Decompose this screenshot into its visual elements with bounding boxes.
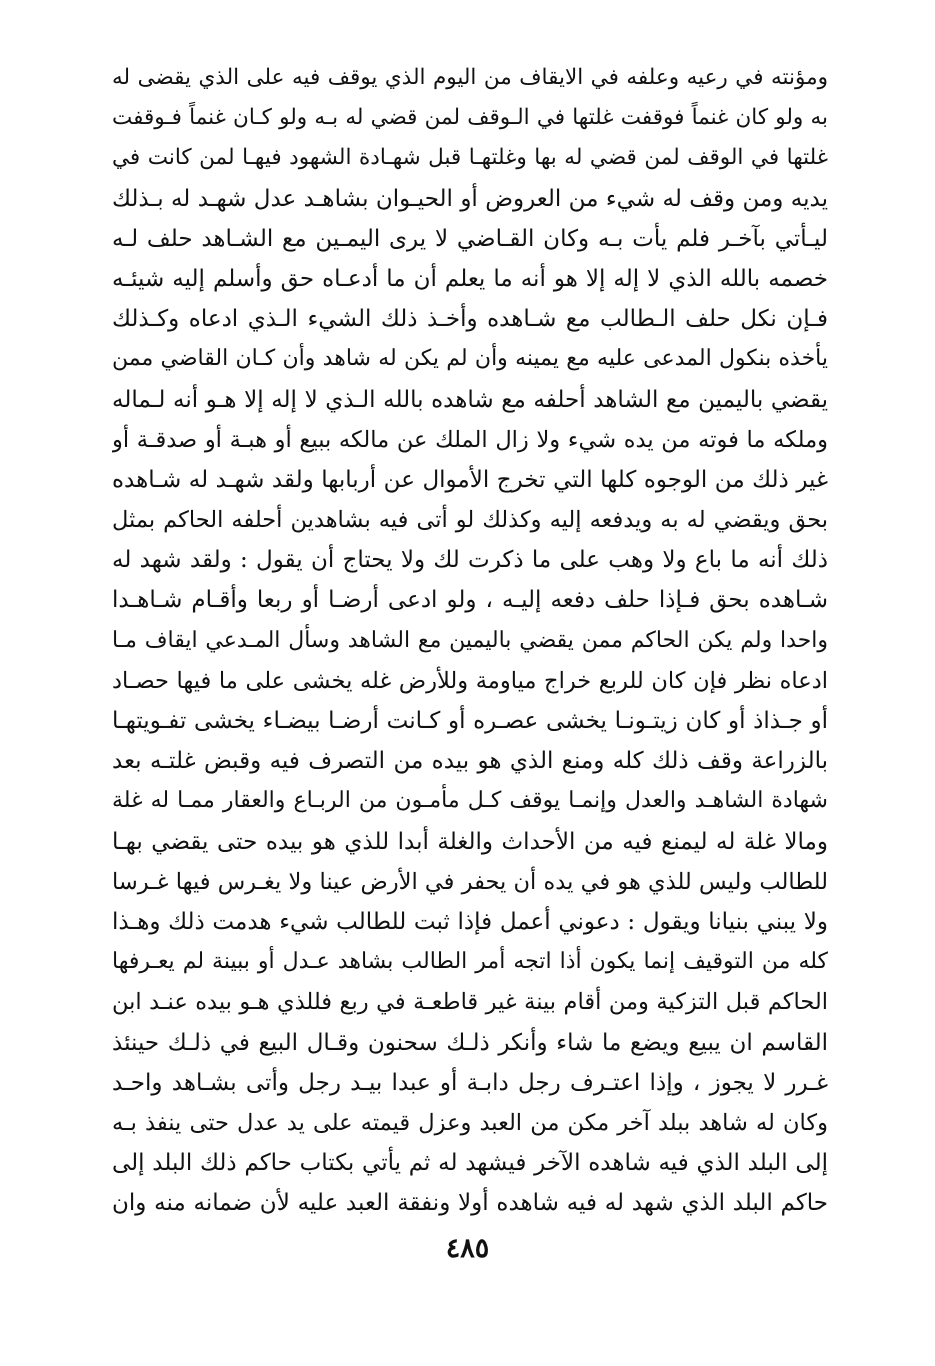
text-line: القاسم ان يبيع ويضع ما شاء وأنكر ذلـك سحنون وقـال البيع في ذلـك حينئذ xyxy=(112,1029,828,1056)
text-line: ومالا غلة له ليمنع فيه من الأحداث والغلة أبدا للذي هو بيده حتى يقضي بهـا xyxy=(112,828,828,855)
text-line: واحدا ولم يكن الحاكم ممن يقضي باليمين مع الشاهد وسأل المـدعي ايقاف مـا xyxy=(112,627,828,653)
text-line: بالزراعة وقف ذلك كله ومنع الذي هو بيده من التصرف فيه وقبض غلتـه بعد xyxy=(112,748,828,775)
text-line: للطالب وليس للذي هو في يده أن يحفر في الأرض عينا ولا يغـرس فيها غـرسا xyxy=(112,868,828,895)
text-line: خصمه بالله الذي لا إله إلا هو أنه ما يعلم أن ما أدعـاه حق وأسلم إليه شيئـه xyxy=(112,265,828,292)
text-line: الحاكم قبل التزكية ومن أقام بينة غير قاطعـة في ربع فللذي هـو بيده عنـد ابن xyxy=(112,989,828,1016)
text-line: ادعاه نظر فإن كان للربع خراج مياومة وللأرض غله يخشى على ما فيها حصـاد xyxy=(112,667,828,694)
body-text xyxy=(112,58,828,1223)
text-line: غـرر لا يجوز ، وإذا اعتـرف رجل دابـة أو عبدا بيـد رجل وأتى بشـاهد واحـد xyxy=(112,1069,828,1096)
text-line: حاكم البلد الذي شهد له فيه شاهده أولا ونفقة العبد عليه لأن ضمانه منه وان xyxy=(112,1190,828,1217)
text-line: وكان له شاهد ببلد آخر مكن من العبد وعزل قيمته على يد عدل حتى ينفذ بـه xyxy=(112,1109,828,1136)
text-line: به ولو كان غنماً فوقفت غلتها في الـوقف لمن قضي له بـه ولو كـان غنماً فـوقفت xyxy=(112,105,828,131)
text-line: إلى البلد الذي فيه شاهده الآخر فيشهد له ثم يأتي بكتاب حاكم ذلك البلد إلى xyxy=(112,1150,828,1177)
text-line: وملكه ما فوته من يده شيء ولا زال الملك عن مالكه ببيع أو هبـة أو صدقـة أو xyxy=(112,426,828,453)
text-line: غلتها في الوقف لمن قضي له بها وغلتهـا قبل شهـادة الشهود فيهـا لمن كانت في xyxy=(112,145,828,171)
text-line: ذلك أنه ما باع ولا وهب على ما ذكرت لك ولا يحتاج أن يقول : ولقد شهد له xyxy=(112,547,828,574)
text-line: شـاهده بحق فـإذا حلف دفعه إليـه ، ولو ادعى أرضـا أو ربعا وأقـام شـاهـدا xyxy=(112,587,828,614)
text-line: يديه ومن وقف له شيء من العروض أو الحيـوان بشاهـد عدل شهـد له بـذلك xyxy=(112,185,828,212)
page-number: ٤٨٥ xyxy=(445,1233,490,1264)
text-line: كله من التوقيف إنما يكون أذا اتجه أمر الطالب بشاهد عـدل أو ببينة لم يعـرفها xyxy=(112,949,828,975)
text-line: أو جـذاذ أو كان زيتـونـا يخشى عصـره أو كـانت أرضـا بيضـاء يخشى تفـويتهـا xyxy=(112,708,828,734)
text-line: يأخذه بنكول المدعى عليه مع يمينه وأن لم يكن له شاهد وأن كـان القاضي ممن xyxy=(112,346,828,372)
text-line: ليـأتي بآخـر فلم يأت بـه وكان القـاضي لا يرى اليمـين مع الشـاهد حلف لـه xyxy=(112,225,828,252)
text-line: فـإن نكل حلف الـطالب مع شـاهده وأخـذ ذلك الشيء الـذي ادعاه وكـذلك xyxy=(112,306,828,333)
text-line: غير ذلك من الوجوه كلها التي تخرج الأموال عن أربابها ولقد شهـد له شـاهده xyxy=(112,466,828,493)
text-line: ولا يبني بنيانا ويقول : دعوني أعمل فإذا ثبت للطالب شيء هدمت ذلك وهـذا xyxy=(112,908,828,935)
text-line: شهادة الشاهـد والعدل وإنمـا يوقف كـل مأمـون من الربـاع والعقار ممـا له غلة xyxy=(112,788,828,814)
text-line: يقضي باليمين مع الشاهد أحلفه مع شاهده بالله الـذي لا إله إلا هـو أنه لـماله xyxy=(112,386,828,413)
text-line: بحق ويقضي له به ويدفعه إليه وكذلك لو أتى فيه بشاهدين أحلفه الحاكم بمثل xyxy=(112,507,828,534)
text-line: ومؤنته في رعيه وعلفه في الايقاف من اليوم الذي يوقف فيه على الذي يقضى له xyxy=(112,65,828,90)
